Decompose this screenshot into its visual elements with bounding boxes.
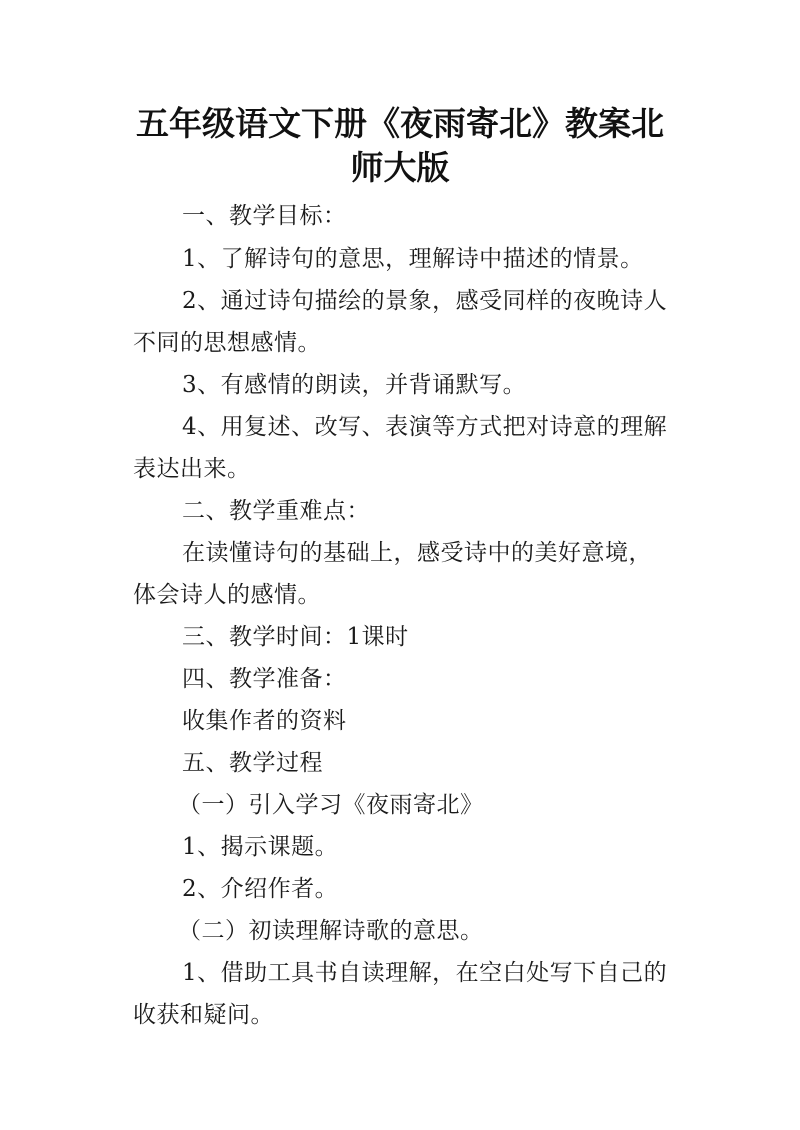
section-heading-key-points: 二、教学重难点： [182, 498, 370, 524]
paragraph-line: 表达出来。 [133, 456, 251, 482]
paragraph-line: 不同的思想感情。 [133, 330, 321, 356]
document-title-line-2: 师大版 [350, 148, 450, 187]
section-heading-goals: 一、教学目标： [182, 203, 347, 229]
paragraph-line: 收集作者的资料 [182, 708, 347, 734]
section-heading-process: 五、教学过程 [182, 750, 323, 776]
paragraph-line: 2、介绍作者。 [182, 876, 339, 902]
subsection-heading: （一）引入学习《夜雨寄北》 [178, 792, 484, 818]
paragraph-line: 1、了解诗句的意思，理解诗中描述的情景。 [182, 246, 644, 272]
document-title-line-1: 五年级语文下册《夜雨寄北》教案北 [136, 104, 664, 143]
paragraph-line: 在读懂诗句的基础上，感受诗中的美好意境， [182, 540, 652, 566]
section-heading-preparation: 四、教学准备： [182, 666, 347, 692]
paragraph-line: 1、借助工具书自读理解，在空白处写下自己的 [182, 960, 668, 986]
paragraph-line: 收获和疑问。 [133, 1002, 274, 1028]
paragraph-line: 体会诗人的感情。 [133, 582, 321, 608]
section-heading-time: 三、教学时间：1课时 [182, 624, 409, 650]
paragraph-line: 4、用复述、改写、表演等方式把对诗意的理解 [182, 414, 668, 440]
paragraph-line: 2、通过诗句描绘的景象，感受同样的夜晚诗人 [182, 288, 668, 314]
subsection-heading: （二）初读理解诗歌的意思。 [178, 918, 484, 944]
paragraph-line: 1、揭示课题。 [182, 834, 339, 860]
paragraph-line: 3、有感情的朗读，并背诵默写。 [182, 372, 527, 398]
